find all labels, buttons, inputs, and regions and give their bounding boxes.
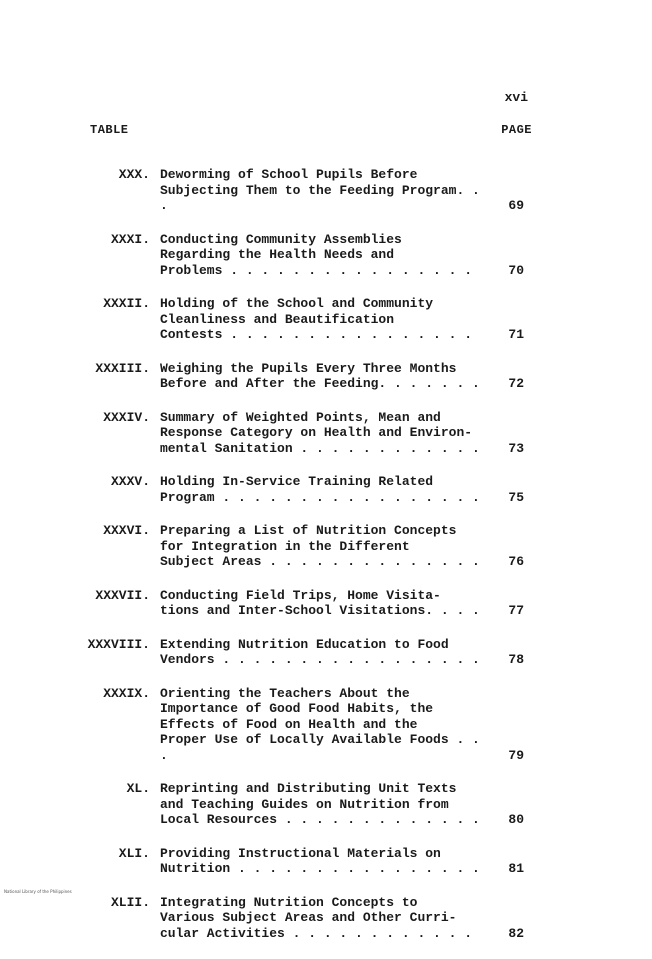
table-entry xyxy=(0,361,652,392)
table-entry xyxy=(0,588,652,619)
table-entry xyxy=(0,167,652,214)
table-page-number: 82 xyxy=(508,925,524,941)
table-numeral: XXXIV. xyxy=(103,409,150,425)
table-entry xyxy=(0,686,652,764)
table-entry xyxy=(0,781,652,828)
table-page-number: 70 xyxy=(508,262,524,278)
table-numeral: XXXVIII. xyxy=(87,636,150,652)
table-entry xyxy=(0,637,652,668)
table-title: Providing Instructional Materials on Nutrition . . . . . . . . . . . . . . . . xyxy=(160,845,480,876)
table-page-number: 79 xyxy=(508,747,524,763)
table-numeral: XXXIX. xyxy=(103,685,150,701)
table-numeral: XXX. xyxy=(118,167,150,182)
table-title: Holding In-Service Training Related Program . . . . . . . . . . . . . . . . . xyxy=(160,474,480,505)
table-page-number: 78 xyxy=(508,652,524,667)
table-entry xyxy=(0,296,652,343)
table-entry xyxy=(0,895,652,942)
table-page-number: 76 xyxy=(508,554,524,569)
table-page-number: 80 xyxy=(508,812,524,827)
table-entry xyxy=(0,474,652,505)
table-title: Conducting Community Assemblies Regarding the Health Needs and Problems . . . . . . . . . . . . . . . . xyxy=(160,231,473,278)
table-page-number: 72 xyxy=(508,376,524,391)
table-title: Preparing a List of Nutrition Concepts for Integration in the Different Subject Areas . . . . . . . . . . . . . . xyxy=(160,523,480,569)
table-numeral: XXXV. xyxy=(110,474,150,489)
table-entry xyxy=(0,523,652,570)
page-number: xvi xyxy=(504,90,528,105)
table-numeral: XXXVII. xyxy=(95,587,150,603)
table-page-number: 81 xyxy=(508,861,524,876)
table-page-number: 75 xyxy=(508,489,524,505)
table-page-number: 69 xyxy=(508,198,524,213)
table-page-number: 73 xyxy=(508,440,524,456)
table-entry xyxy=(0,410,652,457)
table-title: Reprinting and Distributing Unit Texts and Teaching Guides on Nutrition from Local Resources . . . . . . . . . . . . . xyxy=(160,781,480,827)
table-title: Conducting Field Trips, Home Visita- tions and Inter-School Visitations. . . . xyxy=(160,587,480,618)
list-of-tables xyxy=(0,167,652,959)
table-numeral: XXXI. xyxy=(110,231,150,247)
table-title: Extending Nutrition Education to Food Vendors . . . . . . . . . . . . . . . . . xyxy=(160,636,480,667)
footer-source-text: National Library of the Philippines xyxy=(4,889,72,894)
table-numeral: XXXIII. xyxy=(95,360,150,376)
table-page-number: 77 xyxy=(508,603,524,618)
table-page-number: 71 xyxy=(508,327,524,342)
table-numeral: XL. xyxy=(126,781,150,796)
table-title: Summary of Weighted Points, Mean and Response Category on Health and Environ- mental Sanitation . . . . . . . . . . . . xyxy=(160,409,480,456)
table-numeral: XXXVI. xyxy=(103,523,150,538)
table-title: Integrating Nutrition Concepts to Various Subject Areas and Other Curri- cular Activities . . . . . . . . . . . . xyxy=(160,894,473,941)
table-column-header: TABLE xyxy=(90,123,129,137)
table-numeral: XLII. xyxy=(110,894,150,910)
table-entry xyxy=(0,232,652,279)
table-numeral: XXXII. xyxy=(103,296,150,311)
page-column-header: PAGE xyxy=(501,123,532,137)
table-title: Weighing the Pupils Every Three Months Before and After the Feeding. . . . . . . xyxy=(160,360,480,391)
table-title: Holding of the School and Community Cleanliness and Beautification Contests . . . . . . . . . . . . . . . . xyxy=(160,296,473,342)
table-title: Orienting the Teachers About the Importance of Good Food Habits, the Effects of Food on Health and the Proper Use of Locally Available Foods . . . xyxy=(160,685,480,763)
table-title: Deworming of School Pupils Before Subjecting Them to the Feeding Program. . . xyxy=(160,167,480,213)
table-entry xyxy=(0,846,652,877)
table-numeral: XLI. xyxy=(118,845,150,861)
